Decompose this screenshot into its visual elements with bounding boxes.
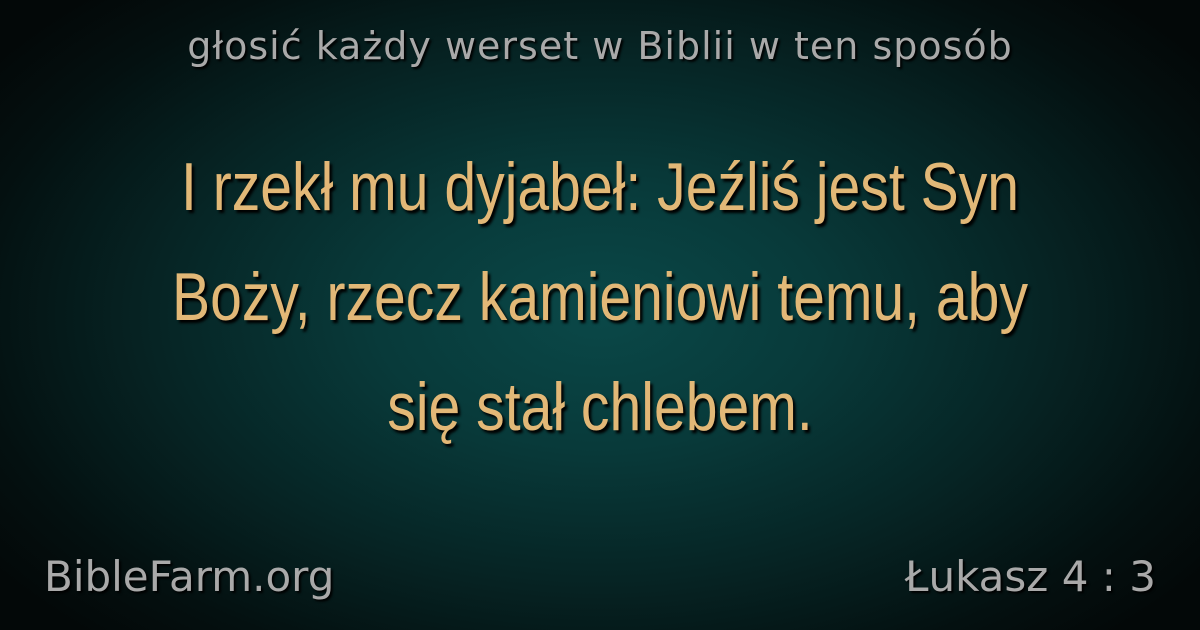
verse-text: I rzekł mu dyjabeł: Jeźliś jest Syn Boży, rzecz kamieniowi temu, aby się stał chlebem.: [171, 149, 1029, 445]
tagline: głosić każdy werset w Biblii w ten sposób: [187, 24, 1013, 68]
site-name: BibleFarm.org: [44, 552, 335, 601]
verse-reference: Łukasz 4 : 3: [904, 552, 1156, 601]
